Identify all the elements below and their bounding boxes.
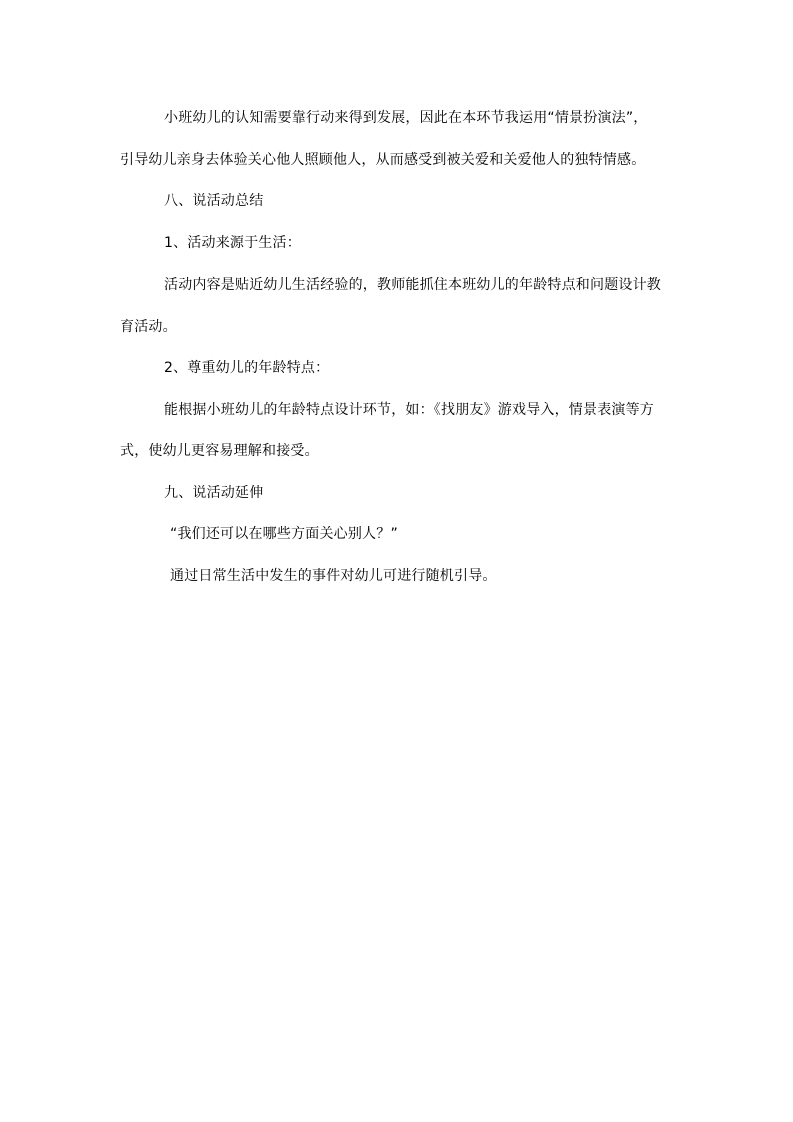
quote-line: “我们还可以在哪些方面关心别人？” [170, 526, 398, 542]
paragraph-line: 小班幼儿的认知需要靠行动来得到发展，因此在本环节我运用“情景扮演法”， [164, 110, 648, 126]
paragraph-line: 引导幼儿亲身去体验关心他人照顾他人，从而感受到被关爱和关爱他人的独特情感。 [120, 152, 646, 168]
paragraph-line: 能根据小班幼儿的年龄特点设计环节，如：《找朋友》游戏导入，情景表演等方 [164, 402, 654, 418]
paragraph-line: 通过日常生活中发生的事件对幼儿可进行随机引导。 [170, 568, 497, 584]
subsection-heading: 2、尊重幼儿的年龄特点： [164, 360, 330, 376]
paragraph-line: 活动内容是贴近幼儿生活经验的，教师能抓住本班幼儿的年龄特点和问题设计教 [164, 277, 661, 293]
section-heading: 九、说活动延伸 [164, 485, 264, 501]
subsection-heading: 1、活动来源于生活： [164, 235, 301, 251]
paragraph-line: 式，使幼儿更容易理解和接受。 [120, 443, 319, 459]
section-heading: 八、说活动总结 [164, 193, 264, 209]
paragraph-line: 育活动。 [120, 319, 177, 335]
